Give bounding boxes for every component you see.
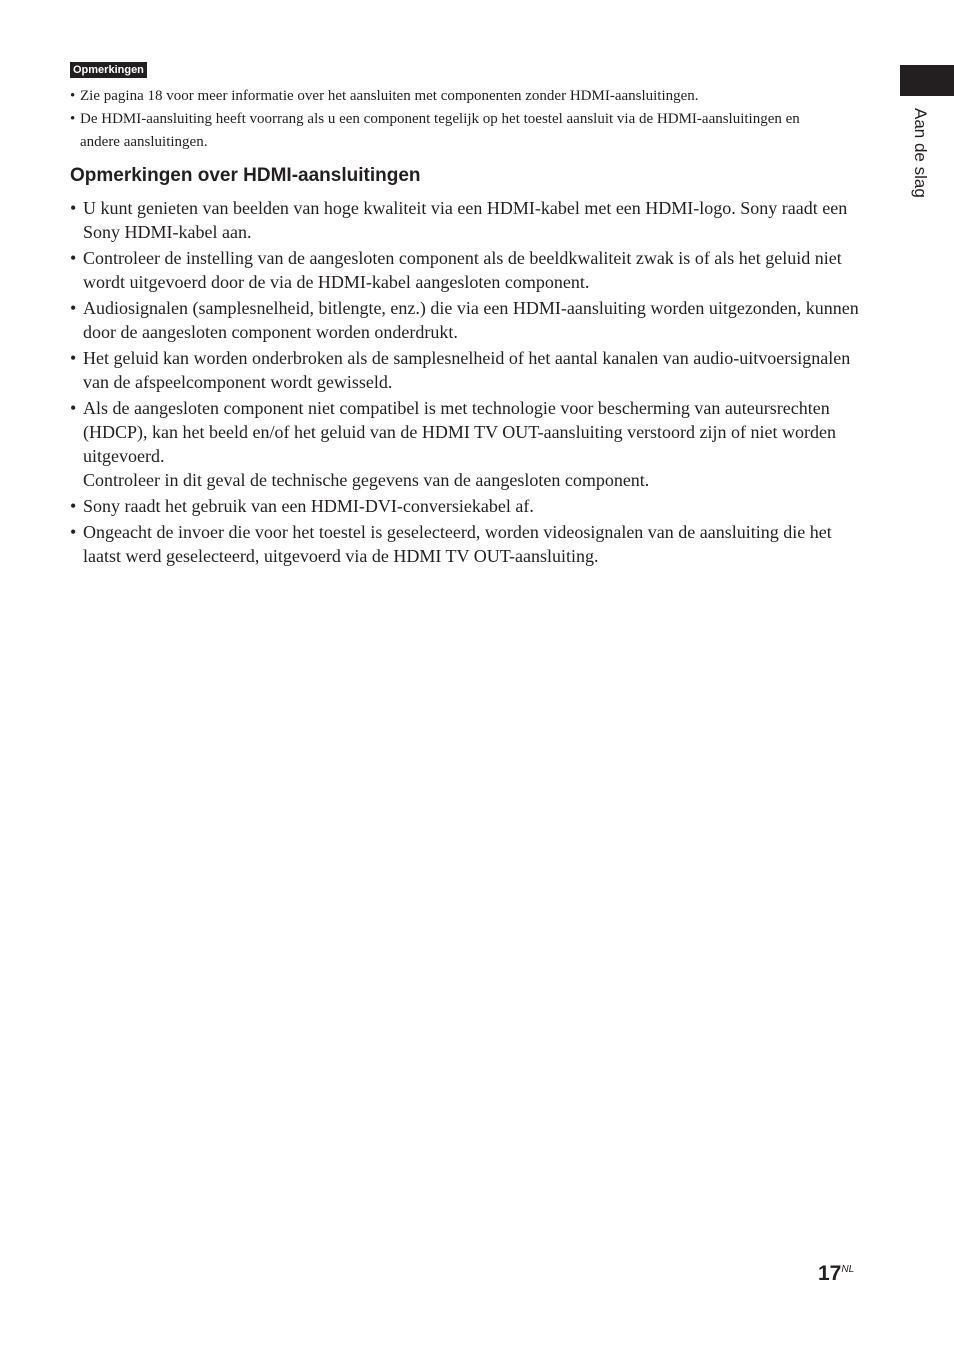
- main-notes-list: [70, 196, 860, 570]
- page-number: [818, 1257, 854, 1287]
- list-item: • Zie pagina 18 voor meer informatie over het aansluiten met componenten zonder HDMI-aansluitingen.: [70, 85, 800, 108]
- page-language-suffix: NL: [841, 1264, 855, 1275]
- list-item: • Controleer de instelling van de aangesloten component als de beeldkwaliteit zwak is of als het geluid niet wordt uitgevoerd door de via de HDMI-kabel aangesloten component.: [70, 246, 860, 294]
- section-side-label: Aan de slag: [911, 108, 930, 198]
- small-notes-list: [70, 85, 800, 154]
- list-item: • Ongeacht de invoer die voor het toestel is geselecteerd, worden videosignalen van de aansluiting die het laatst werd geselecteerd, uitgevoerd via de HDMI TV OUT-aansluiting.: [70, 520, 860, 568]
- section-heading: Opmerkingen over HDMI-aansluitingen: [70, 165, 421, 186]
- list-item-text: Als de aangesloten component niet compatibel is met technologie voor bescherming van auteursrechten (HDCP), kan het beeld en/of het geluid van de HDMI TV OUT-aansluiting verstoord zijn of niet worden uitgevoerd.: [83, 398, 837, 466]
- list-item: • U kunt genieten van beelden van hoge kwaliteit via een HDMI-kabel met een HDMI-logo. Sony raadt een Sony HDMI-kabel aan.: [70, 196, 860, 244]
- list-item: • De HDMI-aansluiting heeft voorrang als u een component tegelijk op het toestel aansluit via de HDMI-aansluitingen en andere aansluitingen.: [70, 108, 800, 154]
- list-item: • Het geluid kan worden onderbroken als de samplesnelheid of het aantal kanalen van audio-uitvoersignalen van de afspeelcomponent wordt gewisseld.: [70, 346, 860, 394]
- notes-badge: Opmerkingen: [70, 62, 147, 78]
- list-item-continuation: Controleer in dit geval de technische gegevens van de aangesloten component.: [83, 470, 650, 490]
- page-number-value: 17: [818, 1262, 842, 1285]
- section-tab-marker: [900, 65, 954, 96]
- list-item: • Audiosignalen (samplesnelheid, bitlengte, enz.) die via een HDMI-aansluiting worden uitgezonden, kunnen door de aangesloten component worden onderdrukt.: [70, 296, 860, 344]
- list-item: [70, 396, 860, 492]
- list-item: • Sony raadt het gebruik van een HDMI-DVI-conversiekabel af.: [70, 494, 860, 518]
